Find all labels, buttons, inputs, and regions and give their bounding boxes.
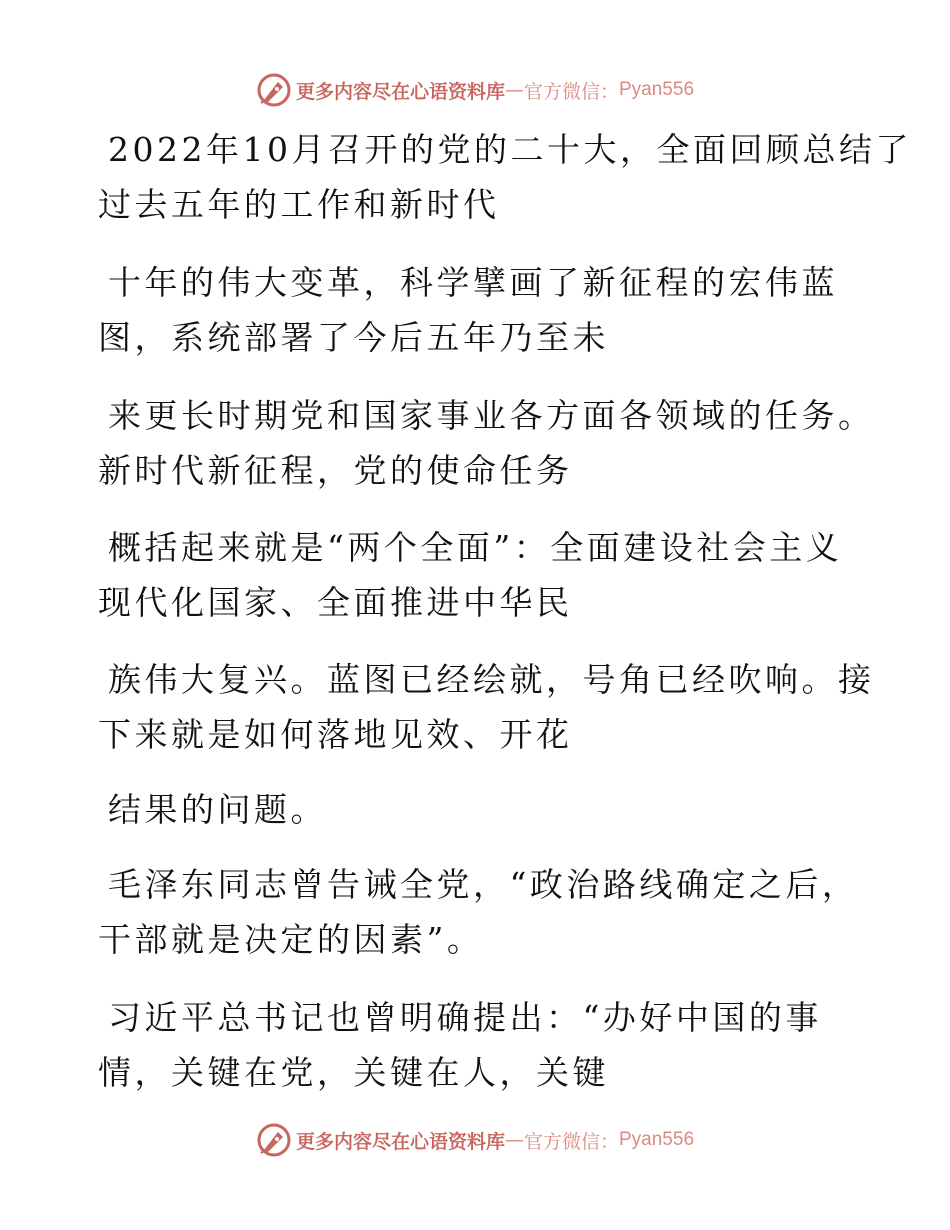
- paragraph: [98, 520, 858, 630]
- watermark-separator: —: [504, 1129, 524, 1151]
- text-line: 过去五年的工作和新时代: [98, 185, 500, 224]
- text-line: 概括起来就是“两个全面”：全面建设社会主义: [108, 528, 843, 567]
- text-line: 情，关键在党，关键在人，关键: [98, 1053, 609, 1092]
- pen-nib-logo-icon: [256, 72, 292, 108]
- text-line: 来更长时期党和国家事业各方面各领域的任务。: [108, 396, 875, 435]
- header-watermark: [0, 70, 950, 110]
- text-line: 现代化国家、全面推进中华民: [98, 583, 573, 622]
- paragraph: [98, 990, 858, 1100]
- watermark-separator: —: [504, 79, 524, 101]
- paragraph: [98, 122, 912, 232]
- paragraph: [98, 388, 875, 498]
- watermark-brand: 更多内容尽在心语资料库: [295, 1130, 505, 1153]
- paragraph: [98, 782, 858, 837]
- text-line: 新时代新征程，党的使命任务: [98, 451, 573, 490]
- watermark-official-label: 官方微信：: [523, 80, 619, 103]
- watermark-handle: Pyan556: [619, 79, 695, 100]
- watermark-official-label: 官方微信：: [523, 1130, 619, 1153]
- pen-nib-logo-icon: [256, 1122, 292, 1158]
- paragraph: [98, 652, 875, 762]
- text-line: 下来就是如何落地见效、开花: [98, 715, 573, 754]
- watermark-brand: 更多内容尽在心语资料库: [295, 80, 505, 103]
- text-line: 干部就是决定的因素”。: [98, 920, 484, 959]
- footer-watermark: [0, 1120, 950, 1160]
- text-line: 族伟大复兴。蓝图已经绘就，号角已经吹响。接: [108, 660, 875, 699]
- text-line: 图，系统部署了今后五年乃至未: [98, 318, 609, 357]
- text-line: 结果的问题。: [108, 790, 327, 829]
- text-line: 习近平总书记也曾明确提出：“办好中国的事: [108, 998, 822, 1037]
- watermark-handle: Pyan556: [619, 1129, 695, 1150]
- paragraph: [98, 255, 858, 365]
- paragraph: [98, 857, 858, 967]
- text-line: 十年的伟大变革，科学擘画了新征程的宏伟蓝: [108, 263, 838, 302]
- text-line: 毛泽东同志曾告诫全党，“政治路线确定之后，: [108, 865, 859, 904]
- text-line: 2022年10月召开的党的二十大，全面回顾总结了: [108, 130, 912, 169]
